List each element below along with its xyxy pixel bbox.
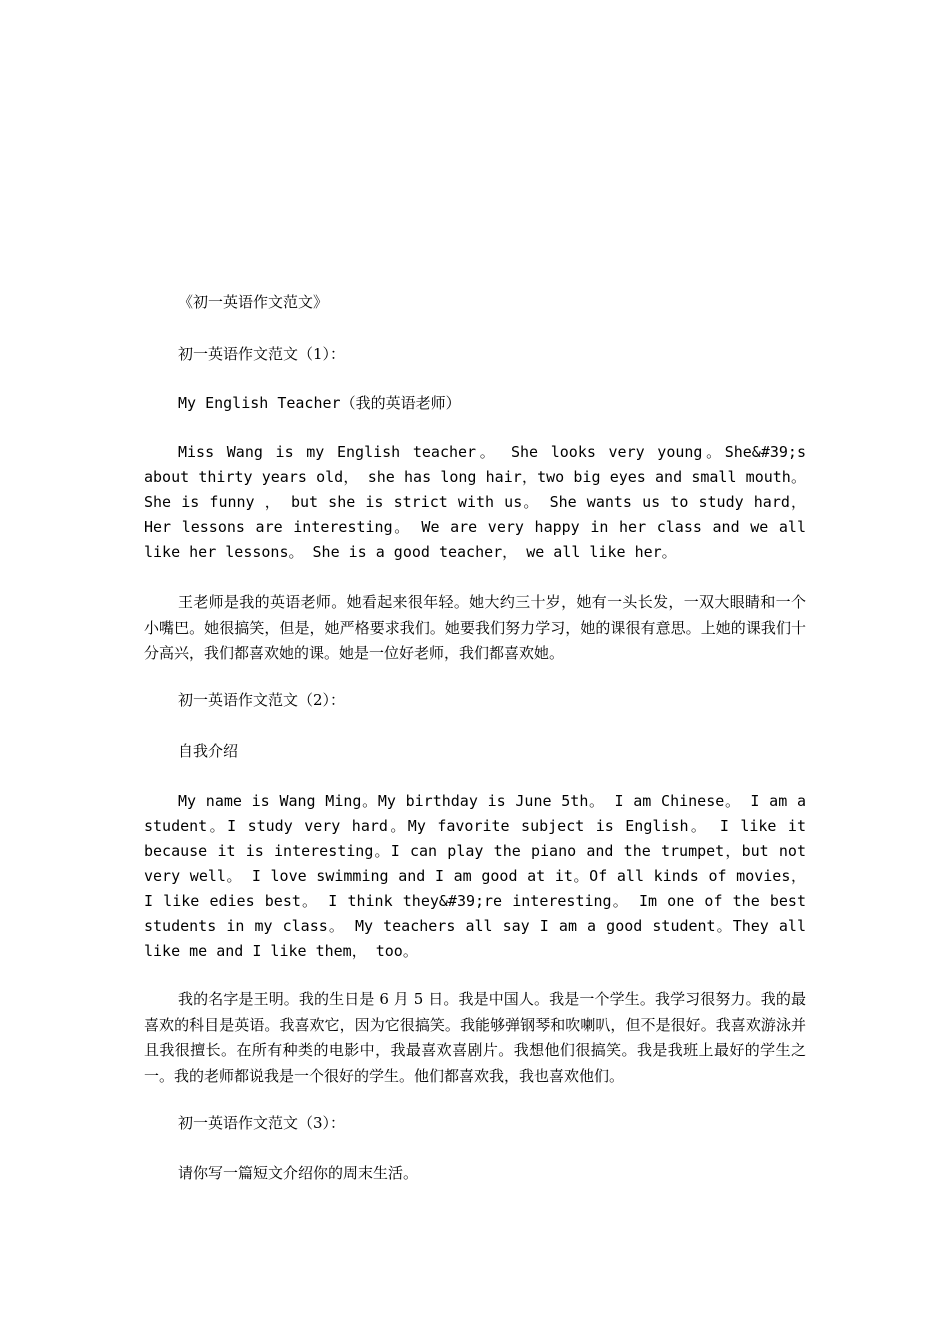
essay3-heading: 初一英语作文范文（3）：: [178, 1114, 346, 1132]
essay1-english-paragraph: Miss Wang is my English teacher。 She looks very young。She&#39;s about thirty years old， she has long hair，two big eyes and small mouth。 She is funny ， but she is strict with us。 She wants us to study hard，Her lessons are interesting。 We are very happy in her class and we all like her lessons。 She is a good teacher， we all like her。: [144, 443, 806, 561]
essay1-subtitle-en: My English Teacher: [178, 394, 341, 412]
essay2-english-paragraph: My name is Wang Ming。My birthday is June 5th。 I am Chinese。 I am a student。I study very hard。My favorite subject is English。 I like it because it is interesting。I can play the piano and the trumpet，but not very well。 I love swimming and I am good at it。Of all kinds of movies， I like edies best。 I think they&#39;re interesting。 Im one of the best students in my class。 My teachers all say I am a good student。They all like me and I like them， too。: [144, 792, 806, 960]
essay1-heading: 初一英语作文范文（1）：: [178, 345, 346, 363]
essay2-subtitle: 自我介绍: [178, 742, 239, 760]
essay2-heading: 初一英语作文范文（2）：: [178, 691, 346, 709]
document-title: 《初一英语作文范文》: [178, 293, 329, 311]
essay2-chinese-paragraph: 我的名字是王明。我的生日是 6 月 5 日。我是中国人。我是一个学生。我学习很努力。我的最喜欢的科目是英语。我喜欢它，因为它很搞笑。我能够弹钢琴和吹喇叭，但不是很好。我喜欢游泳并且我很擅长。在所有种类的电影中，我最喜欢喜剧片。我想他们很搞笑。我是我班上最好的学生之一。我的老师都说我是一个很好的学生。他们都喜欢我，我也喜欢他们。: [144, 990, 806, 1085]
essay1-subtitle: [178, 392, 461, 413]
essay1-subtitle-cn: （我的英语老师）: [340, 394, 461, 412]
essay3-prompt: 请你写一篇短文介绍你的周末生活。: [178, 1164, 419, 1182]
essay1-chinese-paragraph: 王老师是我的英语老师。她看起来很年轻。她大约三十岁，她有一头长发，一双大眼睛和一个小嘴巴。她很搞笑，但是，她严格要求我们。她要我们努力学习，她的课很有意思。上她的课我们十分高兴，我们都喜欢她的课。她是一位好老师，我们都喜欢她。: [144, 593, 806, 662]
